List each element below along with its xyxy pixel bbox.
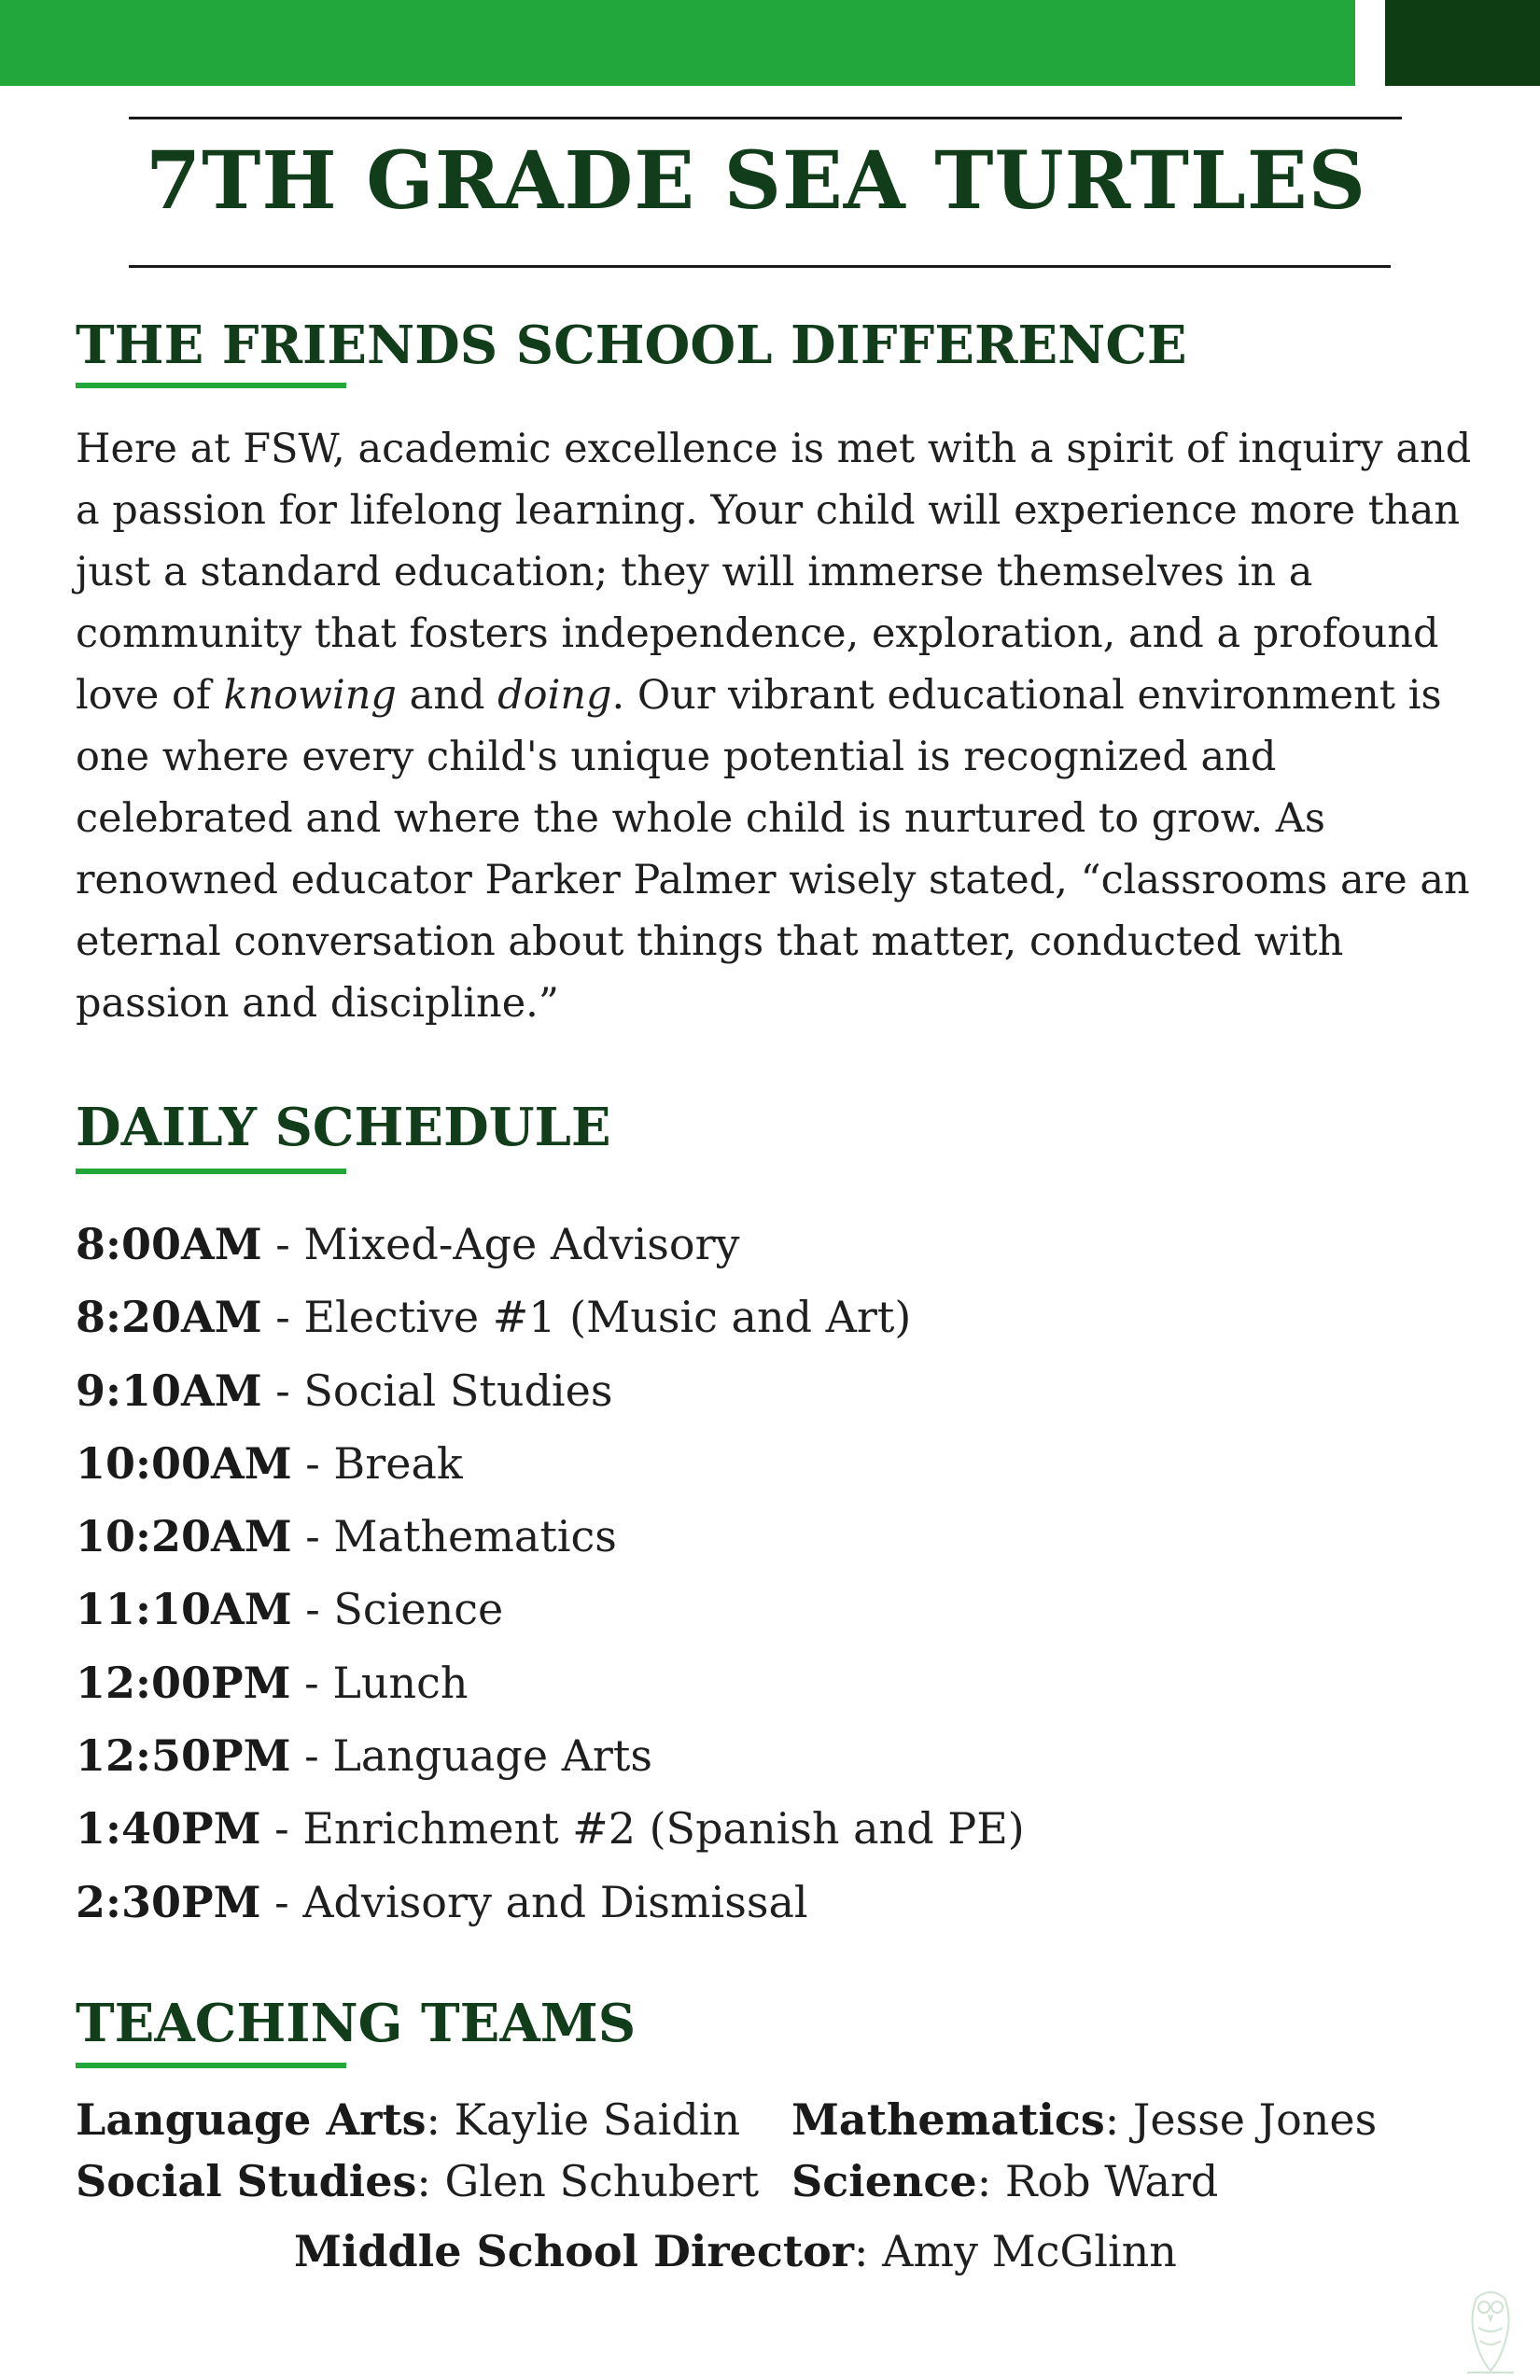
schedule-activity: Language Arts [332,1730,653,1782]
team-role: Science [791,2156,977,2206]
team-social-studies [76,2150,759,2212]
schedule-item [76,1646,1382,1719]
intro-emphasis-doing: doing [497,672,612,719]
schedule-item [76,1573,1382,1645]
schedule-heading: DAILY SCHEDULE [76,1097,611,1158]
schedule-separator: - [260,1803,303,1855]
schedule-activity: Break [333,1437,463,1489]
schedule-separator: - [291,1511,334,1562]
title-rule-bottom [129,265,1391,268]
team-name: Amy McGlinn [882,2226,1177,2276]
schedule-separator: - [290,1730,333,1782]
schedule-time: 10:00AM [76,1437,292,1489]
team-role: Middle School Director [294,2226,855,2276]
schedule-time: 9:10AM [76,1365,262,1416]
team-name: Jesse Jones [1132,2094,1378,2145]
schedule-item [76,1719,1382,1792]
team-role: Social Studies [76,2156,417,2206]
schedule-item [76,1427,1382,1500]
schedule-activity: Lunch [332,1657,469,1708]
schedule-time: 10:20AM [76,1511,292,1562]
schedule-item [76,1281,1382,1353]
schedule-time: 12:00PM [76,1657,291,1708]
intro-text-3: . Our vibrant educational environment is one where every child's unique potential is recognized and celebrated and where the whole child is nurtured to grow. As renowned educator Parker Palmer wisely stated, “classrooms are an eternal conversation about things that matter, conducted with passion and discipline.” [76,672,1470,1027]
teams-heading-underline [76,2063,346,2068]
schedule-activity: Social Studies [303,1365,613,1416]
team-role: Language Arts [76,2094,427,2145]
schedule-activity: Mathematics [333,1511,617,1562]
schedule-item [76,1354,1382,1427]
team-separator: : [426,2094,455,2145]
intro-heading: THE FRIENDS SCHOOL DIFFERENCE [76,315,1187,376]
schedule-activity: Advisory and Dismissal [302,1876,808,1927]
team-separator: : [1104,2094,1133,2145]
schedule-activity: Mixed-Age Advisory [303,1219,740,1269]
team-name: Glen Schubert [444,2156,760,2206]
schedule-activity: Science [333,1584,504,1635]
owl-icon [1458,2279,1523,2376]
team-director [294,2220,1177,2282]
schedule-activity: Elective #1 (Music and Art) [303,1292,912,1343]
page-title: 7TH GRADE SEA TURTLES [146,134,1366,228]
intro-text-2: and [396,672,498,719]
teams-heading: TEACHING TEAMS [76,1993,637,2054]
schedule-separator: - [291,1437,334,1489]
team-name: Kaylie Saidin [454,2094,741,2145]
schedule-time: 11:10AM [76,1584,292,1635]
schedule-item [76,1792,1382,1865]
intro-emphasis-knowing: knowing [223,672,397,719]
schedule-time: 12:50PM [76,1730,291,1782]
schedule-separator: - [261,1292,304,1343]
schedule-separator: - [290,1657,333,1708]
team-mathematics [791,2089,1377,2150]
schedule-separator: - [291,1584,334,1635]
schedule-time: 1:40PM [76,1803,261,1855]
schedule-time: 2:30PM [76,1876,261,1927]
top-accent-block [1385,0,1540,86]
schedule-activity: Enrichment #2 (Spanish and PE) [302,1803,1025,1855]
intro-paragraph [76,418,1494,1034]
team-separator: : [416,2156,445,2206]
schedule-item [76,1500,1382,1573]
team-separator: : [976,2156,1005,2206]
schedule-separator: - [261,1365,304,1416]
schedule-time: 8:00AM [76,1219,262,1269]
intro-heading-underline [76,383,346,388]
intro-text-1: Here at FSW, academic excellence is met with a spirit of inquiry and a passion for lifelong learning. Your child will experience more than just a standard education; they will immerse themselves in a community that fosters independence, exploration, and a profound love of [76,426,1472,719]
schedule-list [76,1208,1382,1939]
team-language-arts [76,2089,740,2150]
schedule-item [76,1208,1382,1281]
schedule-item [76,1866,1382,1939]
top-accent-bar [0,0,1355,86]
team-science [791,2150,1218,2212]
team-separator: : [854,2226,883,2276]
schedule-heading-underline [76,1169,346,1174]
schedule-time: 8:20AM [76,1292,262,1343]
schedule-separator: - [260,1876,303,1927]
team-role: Mathematics [791,2094,1105,2145]
schedule-separator: - [261,1219,304,1269]
title-rule-top [129,117,1402,119]
team-name: Rob Ward [1004,2156,1219,2206]
